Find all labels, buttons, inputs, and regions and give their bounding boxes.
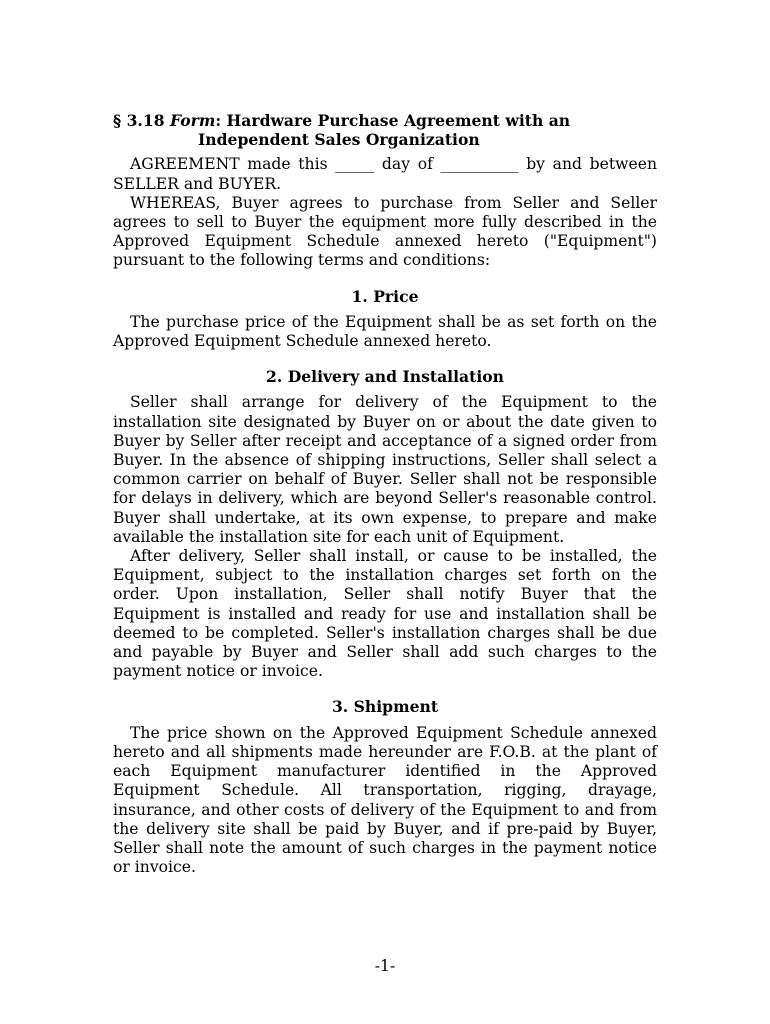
- price-paragraph: The purchase price of the Equipment shall be as set forth on the Approved Equipment Schedule annexed hereto.: [113, 312, 657, 351]
- section-heading-price: 1. Price: [351, 286, 419, 306]
- section-heading-shipment: 3. Shipment: [331, 697, 439, 717]
- title-section-number: § 3.18: [113, 111, 165, 130]
- title-form-word: Form: [170, 111, 216, 130]
- title-text: : Hardware Purchase Agreement with an Independent Sales Organization: [198, 111, 571, 150]
- section-heading-delivery-installation: 2. Delivery and Installation: [266, 367, 504, 387]
- delivery-paragraph: Seller shall arrange for delivery of the Equipment to the installation site designated by Buyer on or about the date given to Buyer by Seller after receipt and acceptance of a signed order from Buyer. In the absence of shipping instructions, Seller shall select a common carrier on behalf of Buyer. Seller shall not be responsible for delays in delivery, which are beyond Seller's reasonable control. Buyer shall undertake, at its own expense, to prepare and make available the installation site for each unit of Equipment.: [113, 393, 657, 546]
- document-title: [113, 111, 657, 149]
- installation-paragraph: After delivery, Seller shall install, or cause to be installed, the Equipment, subject to the installation charges set forth on the order. Upon installation, Seller shall notify Buyer that the Equipment is installed and ready for use and installation shall be deemed to be completed. Seller's installation charges shall be due and payable by Buyer and Seller shall add such charges to the payment notice or invoice.: [113, 547, 657, 681]
- document-body: [113, 111, 657, 877]
- agreement-intro-paragraph: AGREEMENT made this _____ day of __________ by and between SELLER and BUYER.: [113, 155, 657, 193]
- whereas-paragraph: WHEREAS, Buyer agrees to purchase from Seller and Seller agrees to sell to Buyer the equipment more fully described in the Approved Equipment Schedule annexed hereto ("Equipment") pursuant to the following terms and conditions:: [113, 193, 657, 270]
- shipment-paragraph: The price shown on the Approved Equipment Schedule annexed hereto and all shipments made hereunder are F.O.B. at the plant of each Equipment manufacturer identified in the Approved Equipment Schedule. All transportation, rigging, drayage, insurance, and other costs of delivery of the Equipment to and from the delivery site shall be paid by Buyer, and if pre-paid by Buyer, Seller shall note the amount of such charges in the payment notice or invoice.: [113, 723, 657, 877]
- page-number: -1-: [374, 957, 396, 975]
